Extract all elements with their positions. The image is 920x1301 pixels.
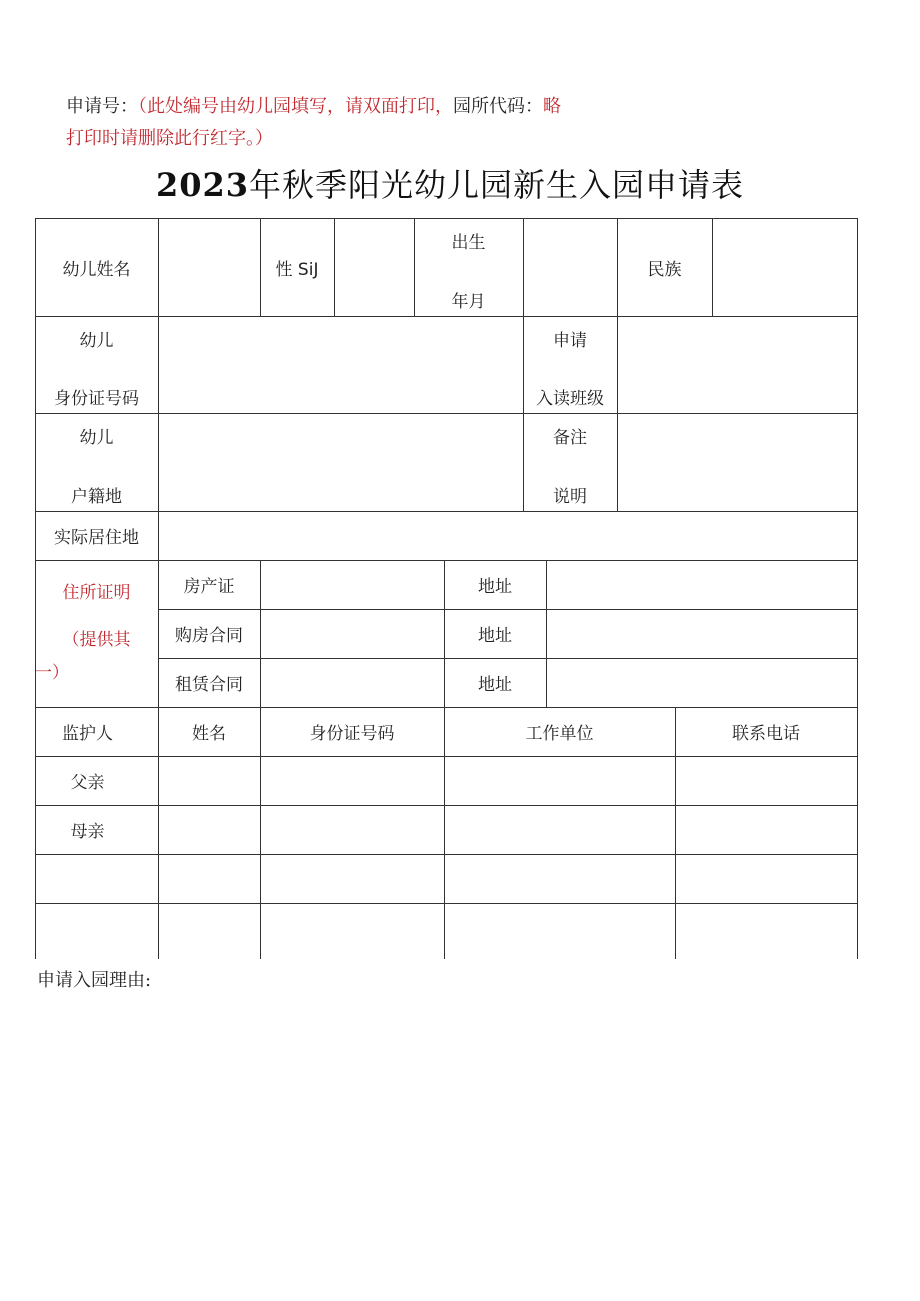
remark-label-top: 备注: [553, 428, 587, 448]
residence-proof-line3: 一）: [35, 663, 69, 683]
lease-contract-label: 租赁合同: [175, 675, 243, 695]
guardian-phone-header: 联系电话: [732, 724, 800, 744]
gender-label: 性 SiJ: [275, 259, 319, 280]
property-cert-field[interactable]: [261, 561, 444, 609]
extra-guardian-id-field[interactable]: [261, 855, 444, 903]
extra-guardian-employer-field[interactable]: [445, 855, 675, 903]
extra-guardian2-employer-field[interactable]: [445, 904, 675, 959]
remark-label-bottom: 说明: [553, 487, 587, 507]
child-id-label-top: 幼儿: [79, 331, 114, 351]
org-code-label: 园所代码：: [453, 96, 543, 117]
remark-label: [523, 413, 617, 511]
property-address-field[interactable]: [547, 561, 857, 609]
apply-class-label-top: 申请: [553, 331, 587, 351]
delete-note-line: 打印时请删除此行红字。）: [66, 128, 273, 149]
mother-name-field[interactable]: [159, 806, 260, 854]
residence-label: 实际居住地: [54, 528, 139, 548]
hukou-field[interactable]: [159, 414, 523, 511]
application-number-label: 申请号：: [66, 96, 138, 117]
extra-guardian2-name-field[interactable]: [159, 904, 260, 959]
guardian-label: 监护人: [62, 724, 113, 744]
form-title: [0, 160, 900, 206]
residence-field[interactable]: [159, 512, 857, 560]
ethnicity-label: 民族: [647, 259, 682, 280]
remark-field[interactable]: [618, 414, 857, 511]
father-label: 父亲: [70, 773, 105, 793]
purchase-address-label: 地址: [478, 626, 512, 646]
application-number-line: [66, 92, 561, 118]
application-form-table: [35, 218, 858, 959]
purchase-contract-field[interactable]: [261, 610, 444, 658]
extra-guardian2-phone-field[interactable]: [676, 904, 857, 959]
print-note-text: （此处编号由幼儿园填写，请双面打印，: [138, 96, 453, 117]
extra-guardian-name-field[interactable]: [159, 855, 260, 903]
property-cert-label: 房产证: [183, 577, 235, 597]
lease-address-label: 地址: [478, 675, 512, 695]
child-id-field[interactable]: [159, 317, 523, 413]
child-id-label-bottom: 身份证号码: [54, 389, 139, 409]
guardian-name-header: 姓名: [192, 724, 226, 744]
mother-phone-field[interactable]: [676, 806, 857, 854]
mother-id-field[interactable]: [261, 806, 444, 854]
extra-guardian2-relation-field[interactable]: [36, 904, 158, 959]
extra-guardian-phone-field[interactable]: [676, 855, 857, 903]
gender-field[interactable]: [335, 219, 414, 316]
apply-class-label: [523, 316, 617, 413]
birth-label-bottom: 年月: [451, 292, 486, 312]
child-name-label: 幼儿姓名: [62, 259, 131, 280]
mother-employer-field[interactable]: [445, 806, 675, 854]
hukou-label-bottom: 户籍地: [71, 487, 122, 507]
property-address-label: 地址: [478, 577, 512, 597]
birth-label-top: 出生: [451, 233, 486, 253]
guardian-id-header: 身份证号码: [309, 724, 395, 744]
father-employer-field[interactable]: [445, 757, 675, 805]
purchase-address-field[interactable]: [547, 610, 857, 658]
father-id-field[interactable]: [261, 757, 444, 805]
hukou-label-top: 幼儿: [79, 428, 114, 448]
hukou-label: [35, 413, 158, 511]
child-id-label: [35, 316, 158, 413]
org-code-note: 略: [543, 96, 561, 117]
purchase-contract-label: 购房合同: [175, 626, 243, 646]
admission-reason-label: 申请入园理由:: [37, 970, 152, 991]
extra-guardian-relation-field[interactable]: [36, 855, 158, 903]
apply-class-field[interactable]: [618, 317, 857, 413]
birth-date-label: [414, 218, 523, 316]
ethnicity-field[interactable]: [713, 219, 857, 316]
lease-address-field[interactable]: [547, 659, 857, 707]
residence-proof-line1: 住所证明: [62, 583, 131, 603]
form-title-year: 2023: [155, 166, 250, 204]
residence-proof-line2: （提供其: [62, 630, 131, 650]
residence-proof-label: [35, 560, 158, 707]
mother-label: 母亲: [70, 822, 105, 842]
apply-class-label-bottom: 入读班级: [536, 389, 604, 409]
father-phone-field[interactable]: [676, 757, 857, 805]
birth-date-field[interactable]: [524, 219, 617, 316]
father-name-field[interactable]: [159, 757, 260, 805]
lease-contract-field[interactable]: [261, 659, 444, 707]
extra-guardian2-id-field[interactable]: [261, 904, 444, 959]
guardian-employer-header: 工作单位: [525, 724, 594, 744]
form-title-text: 年秋季阳光幼儿园新生入园申请表: [249, 166, 745, 204]
child-name-field[interactable]: [159, 219, 260, 316]
